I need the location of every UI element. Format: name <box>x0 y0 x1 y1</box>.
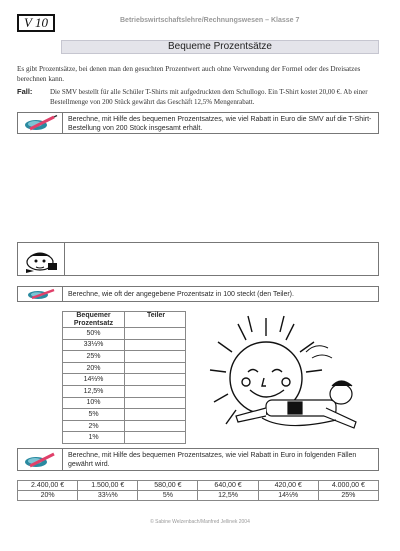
task2-text: Berechne, wie oft der angegebene Prozentsatz in 100 steckt (den Teiler). <box>68 291 294 298</box>
fall-text: Die SMV bestellt für alle Schüler T-Shirts mit aufgedruckten dem Schullogo. Ein T-Shirt kostet 20,00 €. Ab einer Bestellmenge von 200 Stück gewährt das Geschäft 12,5% Mengenrabatt. <box>50 88 368 106</box>
rate-row <box>18 491 379 501</box>
percent-table <box>62 311 186 444</box>
worksheet-label: V 10 <box>17 14 55 32</box>
teiler-cell[interactable] <box>125 328 186 340</box>
amount-cell: 2.400,00 € <box>18 481 78 491</box>
percent-cell: 5% <box>63 409 125 421</box>
task1-box <box>17 112 379 134</box>
rate-cell: 5% <box>138 491 198 501</box>
discount-table <box>17 480 379 501</box>
table-row <box>63 409 186 421</box>
rate-cell: 14⅔% <box>258 491 318 501</box>
table-row <box>63 362 186 374</box>
thinking-figure-icon <box>18 243 65 275</box>
table-row <box>63 432 186 444</box>
amount-cell: 1.500,00 € <box>78 481 138 491</box>
teiler-cell[interactable] <box>125 374 186 386</box>
teiler-cell[interactable] <box>125 409 186 421</box>
pen-notebook-icon <box>18 287 63 301</box>
percent-cell: 50% <box>63 328 125 340</box>
pen-notebook-icon <box>18 449 63 470</box>
percent-cell: 20% <box>63 362 125 374</box>
teiler-cell[interactable] <box>125 339 186 351</box>
teiler-cell[interactable] <box>125 362 186 374</box>
percent-cell: 14⅔% <box>63 374 125 386</box>
amount-cell: 580,00 € <box>138 481 198 491</box>
table-row <box>63 385 186 397</box>
table-row <box>63 420 186 432</box>
intro-text: Es gibt Prozentsätze, bei denen man den gesuchten Prozentwert auch ohne Verwendung der Formel oder des Dreisatzes berechnen kann. <box>17 65 361 83</box>
teiler-cell[interactable] <box>125 351 186 363</box>
percent-cell: 33⅓% <box>63 339 125 351</box>
sun-sunbather-illustration <box>206 312 378 438</box>
percent-cell: 25% <box>63 351 125 363</box>
col-header-percent: Bequemer Prozentsatz <box>63 312 125 328</box>
table-row <box>63 374 186 386</box>
percent-cell: 2% <box>63 420 125 432</box>
page-title: Bequeme Prozentsätze <box>168 41 272 52</box>
table-row <box>63 339 186 351</box>
task2-box <box>17 286 379 302</box>
col-header-teiler: Teiler <box>125 312 186 328</box>
copyright-footer: © Sabine Welzenbach/Manfred Jellinek 2004 <box>150 519 250 525</box>
table-row <box>63 328 186 340</box>
answer-box <box>17 242 379 276</box>
percent-cell: 12,5% <box>63 385 125 397</box>
teiler-cell[interactable] <box>125 397 186 409</box>
percent-cell: 1% <box>63 432 125 444</box>
amount-cell: 4.000,00 € <box>318 481 378 491</box>
subject-header: Betriebswirtschaftslehre/Rechnungswesen – Klasse 7 <box>120 17 300 24</box>
table-row <box>63 397 186 409</box>
teiler-cell[interactable] <box>125 432 186 444</box>
pen-notebook-icon <box>18 113 63 133</box>
amount-row <box>18 481 379 491</box>
task3-box <box>17 448 379 471</box>
table-row <box>63 351 186 363</box>
teiler-cell[interactable] <box>125 385 186 397</box>
rate-cell: 12,5% <box>198 491 258 501</box>
rate-cell: 20% <box>18 491 78 501</box>
amount-cell: 420,00 € <box>258 481 318 491</box>
percent-cell: 10% <box>63 397 125 409</box>
rate-cell: 33⅓% <box>78 491 138 501</box>
rate-cell: 25% <box>318 491 378 501</box>
amount-cell: 640,00 € <box>198 481 258 491</box>
fall-label: Fall: <box>17 87 33 96</box>
teiler-cell[interactable] <box>125 420 186 432</box>
task1-text: Berechne, mit Hilfe des bequemen Prozentsatzes, wie viel Rabatt in Euro die SMV auf die T-Shirt- Bestellung von 200 Stück insgesamt erhält. <box>68 116 372 132</box>
task3-text: Berechne, mit Hilfe des bequemen Prozentsatzes, wie viel Rabatt in Euro in folgenden Fällen gewährt wird. <box>68 452 357 468</box>
